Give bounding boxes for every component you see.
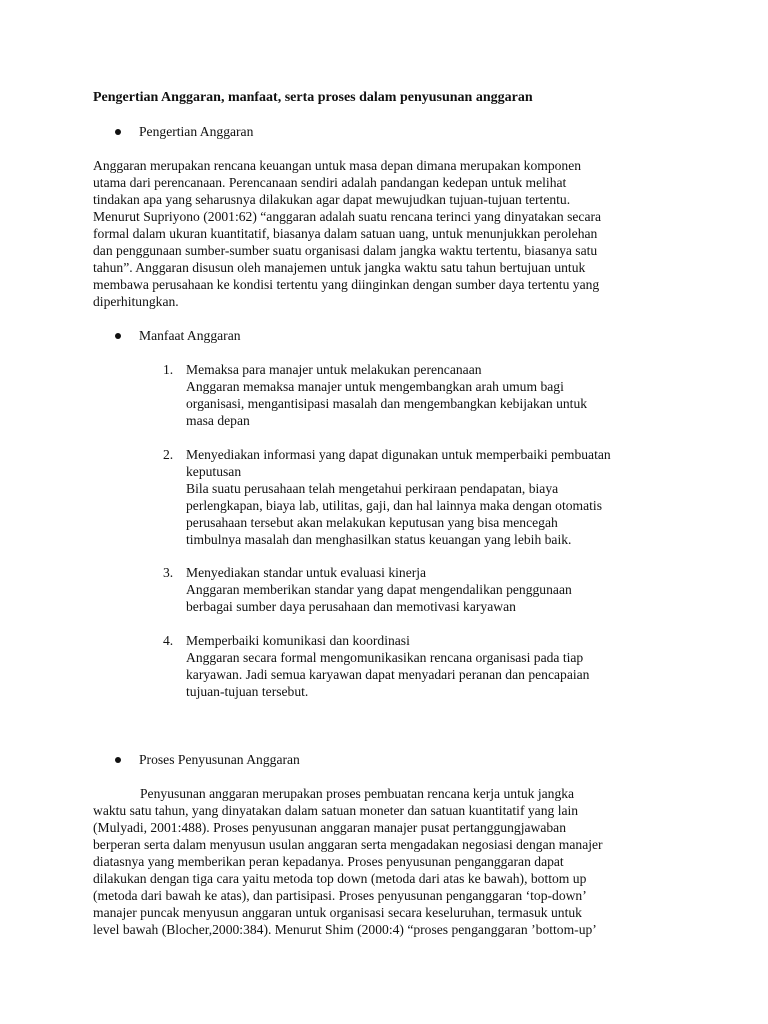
text-line: waktu satu tahun, yang dinyatakan dalam satuan moneter dan satuan kuantitatif yang lain (93, 803, 579, 818)
list-number: 1. (163, 362, 174, 377)
item-title: Menyediakan standar untuk evaluasi kinerja (186, 565, 427, 580)
text-line: perusahaan tersebut akan melakukan keputusan yang bisa mencegah (186, 515, 558, 530)
text-line: Penyusunan anggaran merupakan proses pembuatan rencana kerja untuk jangka (140, 786, 575, 801)
text-line: Anggaran memaksa manajer untuk mengembangkan arah umum bagi (186, 379, 564, 394)
text-line: perlengkapan, biaya lab, utilitas, gaji, dan hal lainnya maka dengan otomatis (186, 498, 602, 513)
text-line: tindakan apa yang seharusnya dilakukan agar dapat mewujudkan tujuan-tujuan tertentu. (93, 192, 571, 207)
text-line: formal dalam ukuran kuantitatif, biasanya dalam satuan uang, untuk menunjukkan perolehan (93, 226, 598, 241)
text-line: diatasnya yang memberikan peran kepadanya. Proses penyusunan penganggaran dapat (93, 854, 564, 869)
bullet-pengertian (115, 123, 253, 140)
bullet-icon (115, 333, 121, 339)
text-line: tahun”. Anggaran disusun oleh manajemen untuk jangka waktu satu tahun bertujuan untuk (93, 260, 586, 275)
text-line: diperhitungkan. (93, 294, 179, 309)
text-line: level bawah (Blocher,2000:384). Menurut Shim (2000:4) “proses penganggaran ’bottom-up’ (93, 922, 597, 937)
text-line: karyawan. Jadi semua karyawan dapat menyadari peranan dan pencapaian (186, 667, 590, 682)
paragraph-proses (93, 785, 679, 938)
paragraph-pengertian (93, 157, 679, 310)
text-line: organisasi, mengantisipasi masalah dan mengembangkan kebijakan untuk (186, 396, 588, 411)
bullet-icon (115, 757, 121, 763)
text-line: dan penggunaan sumber-sumber suatu organisasi dalam jangka waktu tertentu, biasanya satu (93, 243, 598, 258)
text-line: (Mulyadi, 2001:488). Proses penyusunan anggaran manajer pusat pertanggungjawaban (93, 820, 567, 835)
list-item (163, 446, 683, 548)
item-title: Menyediakan informasi yang dapat digunakan untuk memperbaiki pembuatan (186, 447, 611, 462)
text-line: Anggaran secara formal mengomunikasikan rencana organisasi pada tiap (186, 650, 584, 665)
section-heading: Manfaat Anggaran (139, 328, 241, 343)
text-line: membawa perusahaan ke kondisi tertentu yang diinginkan dengan sumber daya tertentu yang (93, 277, 600, 292)
section-heading: Pengertian Anggaran (139, 124, 254, 139)
bullet-proses (115, 751, 300, 768)
list-item (163, 632, 683, 700)
section-heading: Proses Penyusunan Anggaran (139, 752, 300, 767)
list-number: 4. (163, 633, 174, 648)
text-line: masa depan (186, 413, 250, 428)
text-line: manajer puncak menyusun anggaran untuk organisasi secara keseluruhan, termasuk untuk (93, 905, 582, 920)
bullet-manfaat (115, 327, 241, 344)
text-line: Anggaran merupakan rencana keuangan untuk masa depan dimana merupakan komponen (93, 158, 582, 173)
text-line: Bila suatu perusahaan telah mengetahui perkiraan pendapatan, biaya (186, 481, 559, 496)
item-title: keputusan (186, 464, 242, 479)
item-title: Memaksa para manajer untuk melakukan perencanaan (186, 362, 482, 377)
text-line: dilakukan dengan tiga cara yaitu metoda top down (metoda dari atas ke bawah), bottom up (93, 871, 587, 886)
text-line: berbagai sumber daya perusahaan dan memotivasi karyawan (186, 599, 516, 614)
list-number: 2. (163, 447, 174, 462)
item-title: Memperbaiki komunikasi dan koordinasi (186, 633, 410, 648)
text-line: (metoda dari bawah ke atas), dan partisipasi. Proses penyusunan penganggaran ‘top-down’ (93, 888, 587, 903)
text-line: berperan serta dalam menyusun usulan anggaran serta mengadakan negosiasi dengan manajer (93, 837, 603, 852)
list-number: 3. (163, 565, 174, 580)
text-line: timbulnya masalah dan menghasilkan status keuangan yang lebih baik. (186, 532, 572, 547)
text-line: Menurut Supriyono (2001:62) “anggaran adalah suatu rencana terinci yang dinyatakan secara (93, 209, 602, 224)
document-title: Pengertian Anggaran, manfaat, serta proses dalam penyusunan anggaran (93, 90, 533, 105)
list-item (163, 361, 683, 429)
bullet-icon (115, 129, 121, 135)
text-line: Anggaran memberikan standar yang dapat mengendalikan penggunaan (186, 582, 572, 597)
text-line: utama dari perencanaan. Perencanaan sendiri adalah pandangan kedepan untuk melihat (93, 175, 567, 190)
text-line: tujuan-tujuan tersebut. (186, 684, 309, 699)
list-item (163, 564, 683, 615)
